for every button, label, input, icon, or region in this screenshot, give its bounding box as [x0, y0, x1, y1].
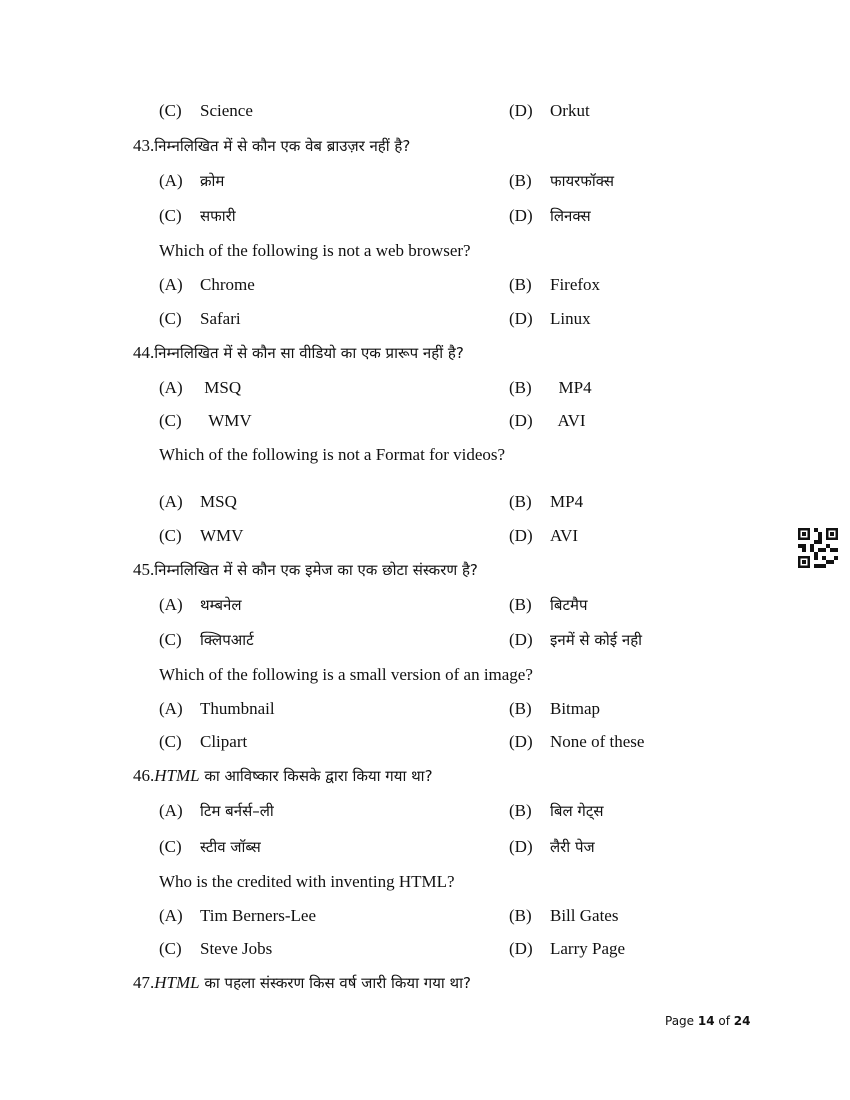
- option-text: स्टीव जॉब्स: [200, 838, 261, 856]
- option-label: (A): [159, 171, 183, 190]
- option-label: (C): [159, 939, 182, 958]
- option-text: MP4: [550, 492, 584, 511]
- option: [159, 939, 272, 959]
- option-label: (D): [509, 630, 533, 649]
- option-label: (D): [509, 939, 533, 958]
- option-label: (D): [509, 732, 533, 751]
- option-label: (A): [159, 595, 183, 614]
- option-text: Steve Jobs: [200, 939, 273, 958]
- option-label: (C): [159, 206, 182, 225]
- option-label: (A): [159, 699, 183, 718]
- option-label: (B): [509, 801, 532, 820]
- option: [159, 101, 253, 121]
- option: [159, 699, 275, 719]
- math-term: HTML: [154, 973, 200, 992]
- option: [159, 171, 224, 191]
- option-label: (D): [509, 526, 533, 545]
- question-number: 44.: [133, 343, 155, 362]
- option-label: (A): [159, 906, 183, 925]
- option: [509, 939, 625, 959]
- option-text: Bitmap: [550, 699, 601, 718]
- question-text: [133, 136, 410, 156]
- option-text: Science: [200, 101, 253, 120]
- option-label: (A): [159, 801, 183, 820]
- question-body: निम्नलिखित में से कौन सा वीडियो का एक प्रारूप नहीं है?: [154, 344, 464, 362]
- option-text: Chrome: [200, 275, 255, 294]
- option-text: Thumbnail: [200, 699, 275, 718]
- option-text: WMV: [200, 411, 252, 430]
- question-number: 46.: [133, 766, 155, 785]
- option: [509, 411, 586, 431]
- option: [159, 906, 316, 926]
- option-label: (B): [509, 275, 532, 294]
- option-text: MSQ: [200, 378, 242, 397]
- option-text: Clipart: [200, 732, 248, 751]
- question-body: निम्नलिखित में से कौन एक इमेज का एक छोटा संस्करण है?: [154, 561, 478, 579]
- option-text: AVI: [550, 526, 579, 545]
- option-text: WMV: [200, 526, 244, 545]
- option-text: None of these: [550, 732, 645, 751]
- option-text: Safari: [200, 309, 241, 328]
- option: [159, 206, 236, 226]
- question-text: [133, 973, 471, 993]
- option-text: MP4: [550, 378, 592, 397]
- qr-code-icon: [798, 528, 838, 568]
- option: [159, 309, 241, 329]
- math-term: HTML: [154, 766, 200, 785]
- option-text: टिम बर्नर्स–ली: [200, 802, 274, 820]
- question-text-english: Which of the following is a small version of an image?: [159, 665, 533, 684]
- option: [159, 732, 247, 752]
- option-text: बिल गेट्स: [550, 802, 604, 820]
- option-text: लिनक्स: [550, 207, 591, 225]
- option-text: Orkut: [550, 101, 590, 120]
- option-label: (B): [509, 595, 532, 614]
- option-text: Tim Berners-Lee: [200, 906, 316, 925]
- question-text-english: Who is the credited with inventing HTML?: [159, 872, 455, 891]
- option: [159, 411, 252, 431]
- option: [159, 526, 243, 546]
- option-text: Bill Gates: [550, 906, 619, 925]
- option-label: (D): [509, 309, 533, 328]
- option-label: (B): [509, 492, 532, 511]
- question-text: [133, 560, 478, 580]
- option: [509, 526, 578, 546]
- option-label: (C): [159, 411, 182, 430]
- question-text-english: Which of the following is not a web browser?: [159, 241, 471, 260]
- option-label: (B): [509, 378, 532, 397]
- option: [509, 837, 595, 857]
- option-label: (B): [509, 906, 532, 925]
- option-label: (D): [509, 837, 533, 856]
- option-label: (C): [159, 837, 182, 856]
- page-prefix: Page: [665, 1014, 698, 1028]
- option-label: (B): [509, 171, 532, 190]
- option: [509, 309, 591, 329]
- option: [509, 906, 618, 926]
- option-label: (C): [159, 309, 182, 328]
- option-text: इनमें से कोई नही: [550, 631, 643, 649]
- option: [509, 732, 644, 752]
- option-text: क्रोम: [200, 172, 225, 190]
- page-footer: [665, 1014, 750, 1028]
- option-text: MSQ: [200, 492, 237, 511]
- question-number: 47.: [133, 973, 155, 992]
- question-body: का पहला संस्करण किस वर्ष जारी किया गया था?: [199, 974, 471, 992]
- option-text: लैरी पेज: [550, 838, 595, 856]
- option-text: सफारी: [200, 207, 236, 225]
- option: [509, 101, 590, 121]
- option: [509, 171, 614, 191]
- question-text: [133, 343, 464, 363]
- option-label: (C): [159, 630, 182, 649]
- question-body: का आविष्कार किसके द्वारा किया गया था?: [199, 767, 433, 785]
- page-current: 14: [697, 1014, 715, 1028]
- option-text: थम्बनेल: [200, 596, 242, 614]
- option-label: (A): [159, 378, 183, 397]
- option-label: (A): [159, 492, 183, 511]
- option-text: AVI: [550, 411, 586, 430]
- option-text: क्लिपआर्ट: [200, 631, 254, 649]
- option-text: बिटमैप: [550, 596, 588, 614]
- page-total: 24: [733, 1014, 751, 1028]
- option: [509, 801, 604, 821]
- option: [159, 378, 241, 398]
- option-label: (D): [509, 101, 533, 120]
- option: [509, 206, 591, 226]
- option-label: (C): [159, 526, 182, 545]
- question-number: 43.: [133, 136, 155, 155]
- option-label: (D): [509, 206, 533, 225]
- question-text-english: Which of the following is not a Format for videos?: [159, 445, 506, 464]
- option-text: Firefox: [550, 275, 601, 294]
- option: [509, 595, 588, 615]
- option: [509, 275, 600, 295]
- option: [159, 595, 242, 615]
- option-label: (D): [509, 411, 533, 430]
- option: [159, 837, 261, 857]
- option: [159, 630, 254, 650]
- option: [509, 699, 600, 719]
- option: [509, 492, 583, 512]
- option-text: Larry Page: [550, 939, 626, 958]
- question-body: निम्नलिखित में से कौन एक वेब ब्राउज़र नहीं है?: [154, 137, 411, 155]
- option: [509, 630, 642, 650]
- option: [509, 378, 592, 398]
- question-text: [133, 766, 433, 786]
- page-middle: of: [714, 1014, 734, 1028]
- option: [159, 275, 255, 295]
- option: [159, 492, 237, 512]
- option: [159, 801, 274, 821]
- option-label: (A): [159, 275, 183, 294]
- option-label: (C): [159, 101, 182, 120]
- option-label: (B): [509, 699, 532, 718]
- question-number: 45.: [133, 560, 155, 579]
- option-text: फायरफॉक्स: [550, 172, 614, 190]
- option-label: (C): [159, 732, 182, 751]
- option-text: Linux: [550, 309, 591, 328]
